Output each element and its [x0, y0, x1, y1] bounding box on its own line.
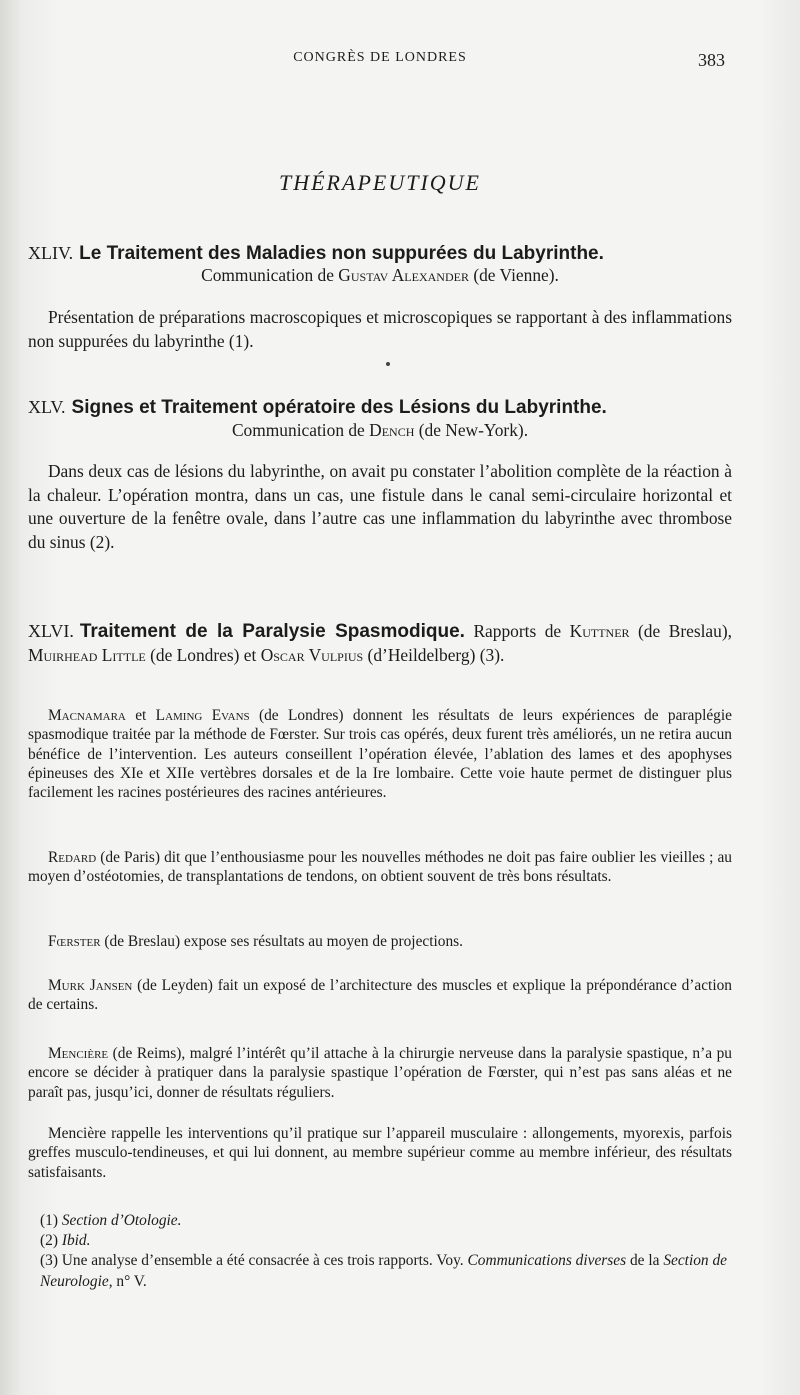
article-46-paragraph-4	[28, 976, 732, 1015]
article-46-paragraph-2	[28, 848, 732, 887]
author-name: Oscar Vulpius	[260, 644, 364, 665]
footnote-2	[40, 1230, 736, 1251]
footnote-text: Section de Neurologie	[40, 1252, 727, 1290]
footnote-marker: (1)	[40, 1212, 58, 1229]
footnote-marker: (2)	[40, 1232, 58, 1249]
footnote-text: de la	[626, 1252, 664, 1269]
article-45-subtitle	[28, 419, 732, 443]
paragraph-text: et	[125, 707, 156, 724]
footnote-3	[40, 1250, 736, 1292]
author-name: Kuttner	[569, 621, 630, 641]
running-head: CONGRÈS DE LONDRES	[293, 50, 467, 65]
paragraph-text: (de Breslau) expose ses résultats au moyen de projections.	[100, 933, 464, 950]
paragraph-text: Dans deux cas de lésions du labyrinthe, on avait pu constater l’abolition complète de la réaction à la chaleur. L’opération montra, dans un cas, une fistule dans le canal semi-circulaire horizontal et une ouverture de la fenêtre ovale, dans l’autre cas une inflammation du labyrinthe avec thrombose du sinus (2).	[28, 461, 732, 552]
article-title: Traitement de la Paralysie Spasmodique.	[79, 621, 465, 642]
article-46-heading	[28, 620, 732, 667]
footnote-text: , n° V.	[108, 1273, 147, 1290]
article-44-heading	[28, 242, 732, 266]
heading-text: (de Breslau),	[629, 621, 732, 641]
footnote-text: Communications diverses	[467, 1252, 627, 1269]
subtitle-text: Communication de	[201, 265, 339, 285]
article-number: XLV.	[28, 397, 66, 417]
heading-text: (de Londres) et	[145, 644, 261, 665]
author-name: Laming Evans	[155, 707, 250, 724]
article-number: XLVI.	[28, 621, 74, 641]
stray-mark	[386, 362, 390, 366]
article-title: Le Traitement des Maladies non suppurées du Labyrinthe.	[79, 243, 604, 264]
article-45-body	[28, 460, 732, 554]
footnote-text: Section d’Otologie.	[61, 1212, 182, 1229]
article-44-subtitle	[28, 264, 732, 288]
subtitle-text: (de Vienne).	[468, 265, 559, 285]
article-46-paragraph-3	[28, 932, 732, 951]
article-46-paragraph-6	[28, 1124, 732, 1182]
footnote-text: Une analyse d’ensemble a été consacrée à ces trois rapports. Voy.	[57, 1252, 468, 1269]
author-name: Muirhead Little	[28, 644, 146, 665]
article-46-paragraph-5	[28, 1044, 732, 1102]
footnote-text: Ibid.	[61, 1232, 91, 1249]
paragraph-text: (de Leyden) fait un exposé de l’architecture des muscles et explique la prépondérance d’action de certains.	[28, 977, 732, 1014]
subtitle-text: (de New-York).	[414, 420, 529, 440]
heading-text: Rapports de	[464, 621, 570, 641]
author-name: Gustav Alexander	[338, 265, 469, 285]
article-number: XLIV.	[28, 243, 74, 263]
article-title: Signes et Traitement opératoire des Lésions du Labyrinthe.	[71, 397, 607, 418]
author-name: Macnamara	[48, 707, 126, 724]
author-name: Mencière	[48, 1045, 109, 1062]
heading-text: (d’Heildelberg) (3).	[363, 644, 505, 665]
subtitle-text: Communication de	[231, 420, 370, 440]
paragraph-text: (de Londres) donnent les résultats de leurs expériences de paraplégie spasmodique traitée par la méthode de Fœrster. Sur trois cas opérés, deux furent très améliorés, un ne retira aucun bénéfice de l’intervention. Les auteurs conseillent l’opération élevée, l’ablation des lames et des apophyses épineuses des XIe et XIIe vertèbres dorsales et de la Ire lombaire. Cette voie haute permet de distinguer plus facilement les racines postérieures des racines antérieures.	[28, 707, 732, 802]
section-title: THÉRAPEUTIQUE	[279, 170, 481, 195]
article-44-body	[28, 306, 732, 353]
footnote-1	[40, 1210, 736, 1231]
footnote-marker: (3)	[40, 1252, 58, 1269]
author-name: Fœrster	[48, 933, 101, 950]
paragraph-text: Présentation de préparations macroscopiques et microscopiques se rapportant à des inflammations non suppurées du labyrinthe (1).	[28, 307, 732, 351]
paragraph-text: (de Reims), malgré l’intérêt qu’il attache à la chirurgie nerveuse dans la paralysie spastique, n’a pu encore se décider à pratiquer dans la paralysie spastique l’opération de Fœrster, qui n’est pas sans aléas et ne paraît pas, jusqu’ici, donner de résultats réguliers.	[28, 1045, 732, 1101]
article-46-paragraph-1	[28, 706, 732, 802]
author-name: Redard	[48, 849, 97, 866]
author-name: Dench	[369, 420, 415, 440]
paragraph-text: Mencière rappelle les interventions qu’il pratique sur l’appareil musculaire : allongements, myorexis, parfois greffes musculo-tendineuses, et qui lui donnent, au membre supérieur comme au membre inférieur, des résultats satisfaisants.	[28, 1125, 732, 1181]
page-number: 383	[698, 50, 725, 70]
author-name: Murk Jansen	[48, 977, 133, 994]
article-45-heading	[28, 396, 732, 420]
paragraph-text: (de Paris) dit que l’enthousiasme pour les nouvelles méthodes ne doit pas faire oublier les vieilles ; au moyen d’ostéotomies, de transplantations de tendons, on obtient souvent de très bons résultats.	[28, 849, 732, 886]
